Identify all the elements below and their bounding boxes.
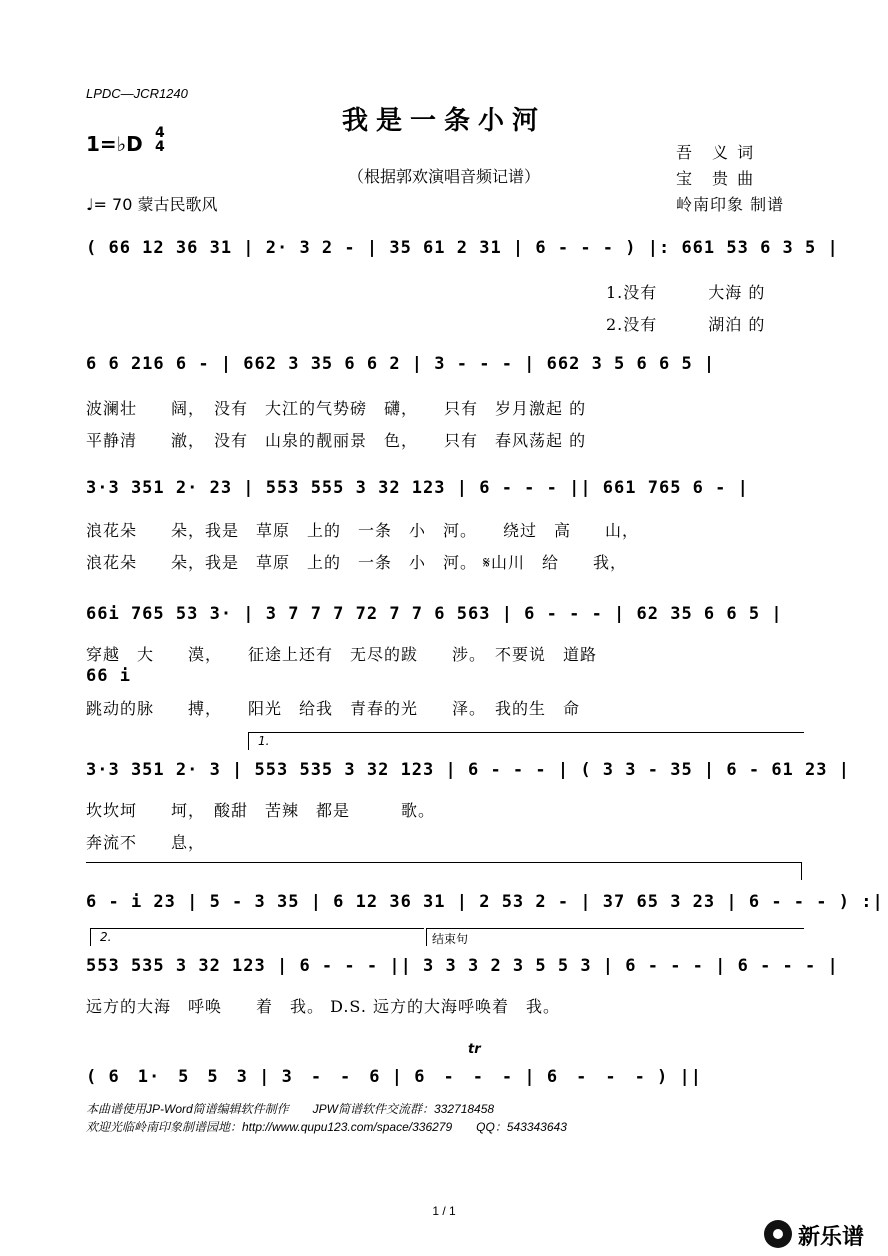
ending-bracket-start: [426, 928, 427, 946]
lyric-line-7a: 远方的大海 呼唤 着 我。 D.S. 远方的大海呼唤着 我。: [86, 997, 560, 1016]
subtitle: （根据郭欢演唱音频记谱）: [347, 167, 540, 186]
notation-line-3: 3·3 351 2· 23 | 553 555 3 32 123 | 6 - - - || 661 765 6 - |: [86, 478, 749, 498]
lyric-line-4a: 穿越 大 漠， 征途上还有 无尽的跋 涉。 不要说 道路: [86, 645, 598, 664]
lyric-line-1a: 1.没有 大海 的: [606, 283, 766, 302]
lyric-line-3a: 浪花朵 朵，我是 草原 上的 一条 小 河。 绕过 高 山，: [86, 521, 640, 540]
composer-credit: 宝 贵 曲: [676, 169, 756, 188]
footer-line-1: 本曲谱使用JP-Word简谱编辑软件制作 JPW简谱软件交流群：332718458: [86, 1102, 495, 1116]
ending-label: 结束句: [432, 932, 469, 946]
volta-bracket-1-end: [248, 732, 249, 750]
lyric-line-5b: 奔流不 息，: [86, 833, 206, 852]
lyric-line-5a: 坎坎坷 坷， 酸甜 苦辣 都是 歌。: [86, 801, 436, 820]
song-title: 我是一条小河: [341, 106, 546, 136]
notation-extra-4: 66 i: [86, 666, 131, 686]
footer-line-2: 欢迎光临岭南印象制谱园地：http://www.qupu123.com/space/336279 QQ：543343643: [86, 1120, 567, 1134]
arranger-credit: 岭南印象 制谱: [676, 195, 785, 214]
brand-name[interactable]: 新乐谱: [798, 1225, 865, 1250]
tempo-marking: ♩= 70 蒙古民歌风: [86, 195, 218, 214]
volta-bracket-2-start: [90, 928, 91, 946]
notation-line-1: ( 66 12 36 31 | 2· 3 2 - | 35 61 2 31 | 6 - - - ) |: 661 53 6 3 5 |: [86, 238, 839, 258]
time-bottom: 4: [155, 139, 165, 155]
volta-1-label: 1.: [258, 734, 270, 748]
volta-bracket-2: [90, 928, 424, 929]
notation-line-8: ( 6 1· 5 5 3 | 3 - - 6 | 6 - - - | 6 - - - ) ||: [86, 1067, 702, 1087]
volta-bracket-1: [248, 732, 804, 733]
time-signature: [155, 126, 165, 154]
lyricist-credit: 吾 义 词: [676, 143, 756, 162]
trill-mark: tr: [468, 1042, 481, 1057]
notation-line-6: 6 - i 23 | 5 - 3 35 | 6 12 36 31 | 2 53 2 - | 37 65 3 23 | 6 - - - ) :|: [86, 892, 884, 912]
time-top: 4: [155, 125, 165, 141]
lyric-line-2a: 波澜壮 阔， 没有 大江的气势磅 礴， 只有 岁月激起 的: [86, 399, 587, 418]
page-number: 1 / 1: [432, 1204, 456, 1218]
lyric-line-3b: 浪花朵 朵，我是 草原 上的 一条 小 河。 𝄋山川 给 我，: [86, 553, 627, 572]
vinyl-logo-icon: [764, 1220, 792, 1248]
notation-line-2: 6 6 216 6 - | 662 3 35 6 6 2 | 3 - - - | 662 3 5 6 6 5 |: [86, 354, 716, 374]
lyric-line-2b: 平静清 澈， 没有 山泉的靓丽景 色， 只有 春风荡起 的: [86, 431, 587, 450]
volta-bracket-top: [86, 862, 802, 863]
lyric-line-4b: 跳动的脉 搏， 阳光 给我 青春的光 泽。 我的生 命: [86, 699, 581, 718]
key-signature: 1=♭D: [86, 132, 143, 156]
ending-bracket: [426, 928, 804, 929]
notation-line-5: 3·3 351 2· 3 | 553 535 3 32 123 | 6 - - - | ( 3 3 - 35 | 6 - 61 23 |: [86, 760, 850, 780]
notation-line-7: 553 535 3 32 123 | 6 - - - || 3 3 3 2 3 5 5 3 | 6 - - - | 6 - - - |: [86, 956, 839, 976]
volta-2-label: 2.: [100, 930, 112, 944]
score-code: LPDC—JCR1240: [86, 86, 188, 101]
volta-bracket-top-end: [801, 862, 802, 880]
notation-line-4: 66i 765 53 3· | 3 7 7 7 72 7 7 6 563 | 6 - - - | 62 35 6 6 5 |: [86, 604, 783, 624]
lyric-line-1b: 2.没有 湖泊 的: [606, 315, 766, 334]
